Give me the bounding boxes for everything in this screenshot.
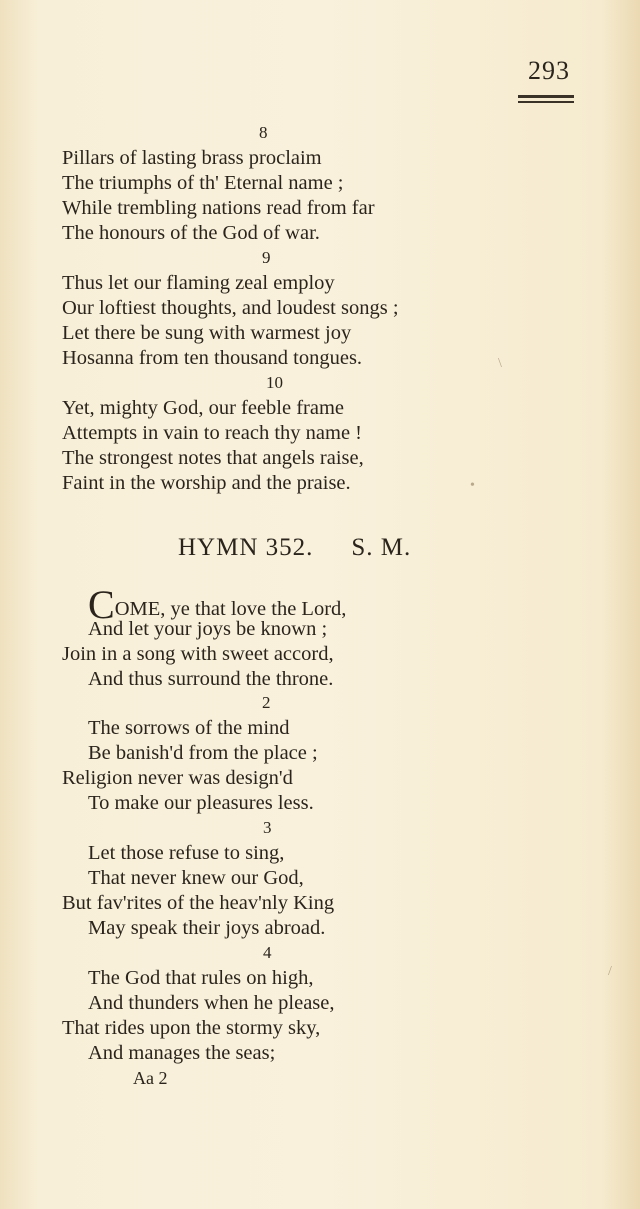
verse-line: The God that rules on high, [88,967,314,989]
verse-line: Thus let our flaming zeal employ [62,272,335,294]
verse-line: Let there be sung with warmest joy [62,322,352,344]
verse-line: Join in a song with sweet accord, [62,643,334,665]
stanza-number: 3 [263,818,272,837]
ink-speck: \ [498,356,502,371]
hymn-title [178,534,411,562]
header-rule [518,95,574,98]
verse-line: And thunders when he please, [88,992,335,1014]
stanza-number: 9 [262,248,271,267]
verse-line: The strongest notes that angels raise, [62,447,364,469]
verse-line: While trembling nations read from far [62,197,375,219]
verse-line: To make our pleasures less. [88,792,314,814]
verse-line: And manages the seas; [88,1042,276,1064]
verse-line: That rides upon the stormy sky, [62,1017,321,1039]
verse-line: Attempts in vain to reach thy name ! [62,422,363,444]
first-line-text: OME, ye that love the Lord, [114,598,347,620]
stanza-number: 8 [259,123,268,142]
verse-line: Be banish'd from the place ; [88,742,318,764]
header-rule-thin [518,101,574,103]
ink-speck: • [470,478,475,493]
hymn-meter: S. M. [351,534,412,561]
verse-line: Let those refuse to sing, [88,842,285,864]
signature-mark: Aa 2 [133,1068,168,1088]
verse-line: Pillars of lasting brass proclaim [62,147,322,169]
verse-line: The sorrows of the mind [88,717,290,739]
verse-line: Yet, mighty God, our feeble frame [62,397,345,419]
stanza-number: 10 [266,373,283,392]
verse-line: Faint in the worship and the praise. [62,472,351,494]
hymn-number: HYMN 352. [178,534,314,561]
verse-line: May speak their joys abroad. [88,917,326,939]
verse-line: Hosanna from ten thousand tongues. [62,347,363,369]
verse-line: And let your joys be known ; [88,618,328,640]
ink-speck: / [608,964,612,979]
page-number: 293 [528,56,570,85]
verse-line: The honours of the God of war. [62,222,320,244]
verse-line: That never knew our God, [88,867,304,889]
verse-line: The triumphs of th' Eternal name ; [62,172,344,194]
verse-line: Our loftiest thoughts, and loudest songs ; [62,297,399,319]
stanza-number: 2 [262,693,271,712]
verse-line: And thus surround the throne. [88,668,334,690]
stanza-number: 4 [263,943,272,962]
verse-line: But fav'rites of the heav'nly King [62,892,335,914]
drop-cap: C [88,582,115,627]
verse-line: Religion never was design'd [62,767,293,789]
